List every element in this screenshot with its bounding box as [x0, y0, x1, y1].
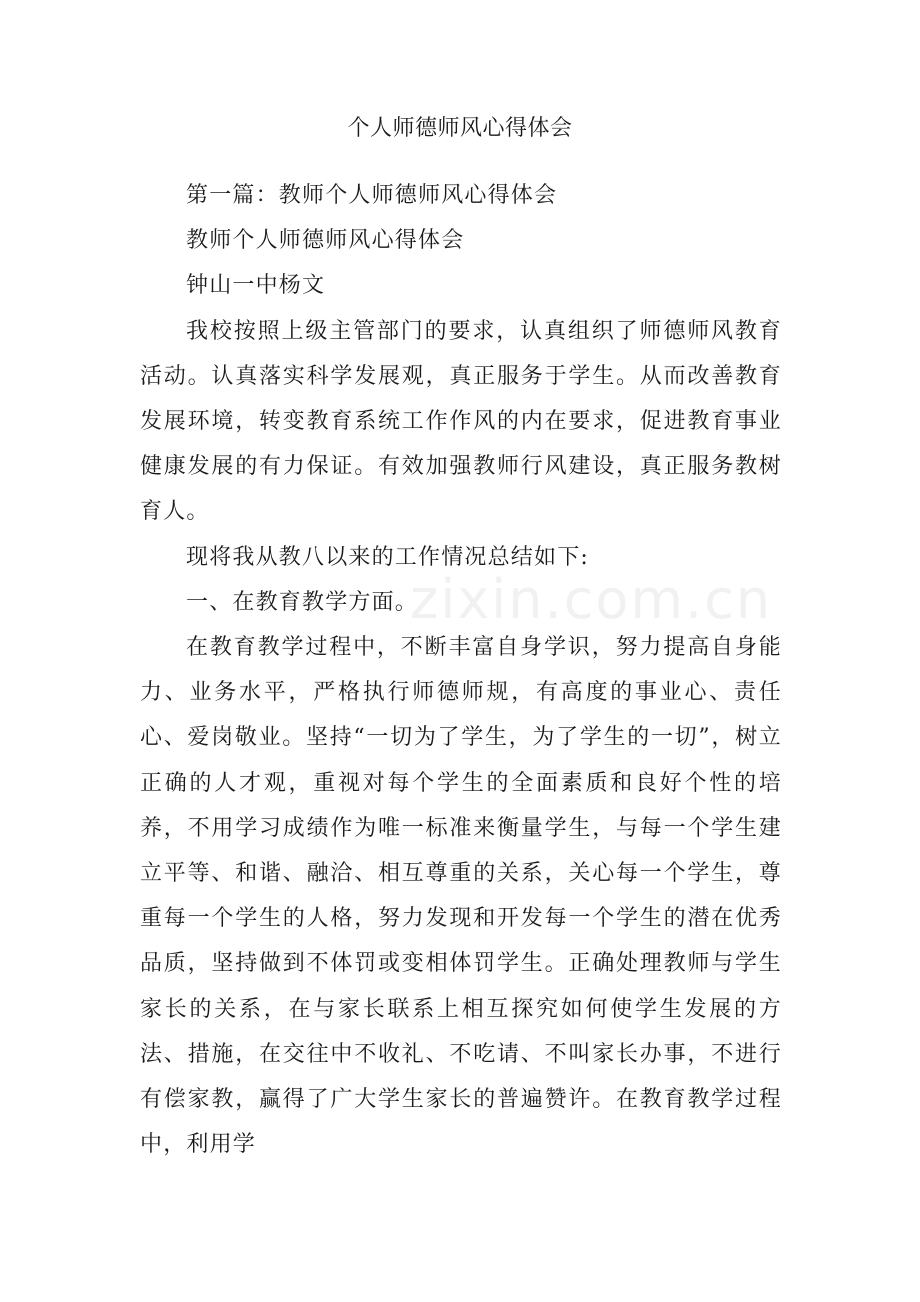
document-title: 个人师德师风心得体会 — [347, 116, 573, 141]
document-body — [140, 173, 782, 1167]
watermark: zixin.com.cn — [410, 568, 773, 631]
body-paragraph: 在教育教学过程中，不断丰富自身学识，努力提高自身能力、业务水平，严格执行师德师规，有高度的事业心、责任心、爱岗敬业。坚持“一切为了学生，为了学生的一切”，树立正确的人才观，重视对每个学生的全面素质和良好个性的培养，不用学习成绩作为唯一标准来衡量学生，与每一个学生建立平等、和谐、融洽、相互尊重的关系，关心每一个学生，尊重每一个学生的人格，努力发现和开发每一个学生的潜在优秀品质，坚持做到不体罚或变相体罚学生。正确处理教师与学生家长的关系，在与家长联系上相互探究如何使学生发展的方法、措施，在交往中不收礼、不吃请、不叫家长办事，不进行有偿家教，赢得了广大学生家长的普遍赞许。在教育教学过程中，利用学 — [140, 635, 782, 1158]
article-title: 教师个人师德师风心得体会 — [186, 228, 465, 254]
body-paragraph: 我校按照上级主管部门的要求，认真组织了师德师风教育活动。认真落实科学发展观，真正服务于学生。从而改善教育发展环境，转变教育系统工作作风的内在要求，促进教育事业健康发展的有力保证。有效加强教师行风建设，真正服务教树育人。 — [140, 318, 782, 525]
body-paragraph: 现将我从教八以来的工作情况总结如下: — [186, 544, 590, 570]
author-line: 钟山一中杨文 — [186, 273, 326, 299]
section-heading: 第一篇：教师个人师德师风心得体会 — [186, 183, 558, 208]
subsection-heading: 一、在教育教学方面。 — [186, 589, 419, 615]
